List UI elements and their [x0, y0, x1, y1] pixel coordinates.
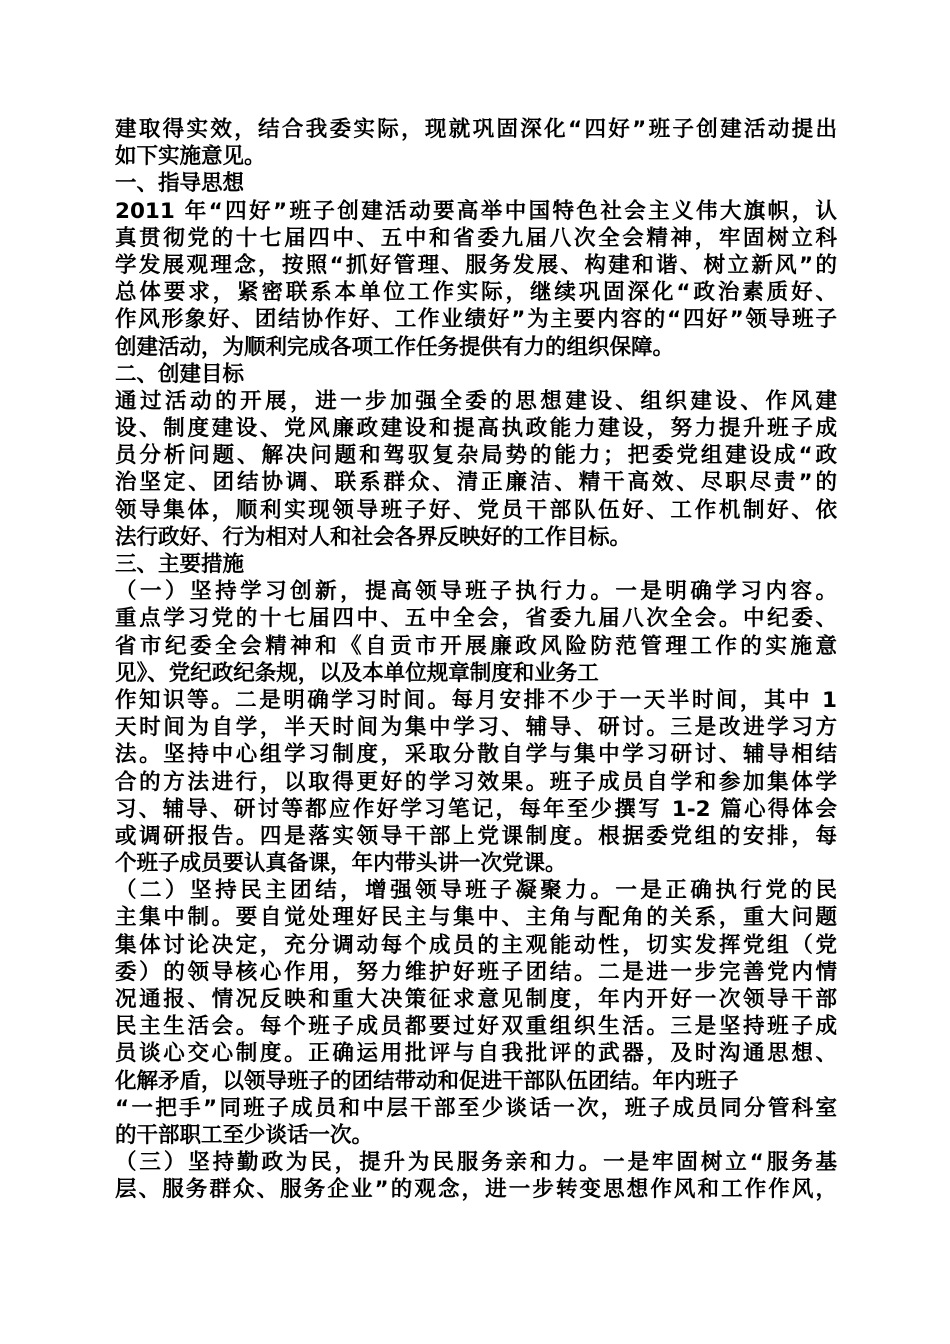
section-heading: 三、主要措施	[115, 552, 245, 577]
text-line: 委）的领导核心作用，努力维护好班子团结。二是进一步完善党内情	[115, 959, 837, 985]
text-line: 作风形象好、团结协作好、工作业绩好”为主要内容的“四好”领导班子	[115, 307, 837, 333]
text-line: 民主生活会。每个班子成员都要过好双重组织生活。三是坚持班子成	[115, 1014, 837, 1040]
text-line: 省市纪委全会精神和《自贡市开展廉政风险防范管理工作的实施意	[115, 633, 837, 659]
text-line: 治坚定、团结协调、联系群众、清正廉洁、精干高效、尽职尽责”的	[115, 470, 837, 496]
text-line: （一）坚持学习创新，提高领导班子执行力。一是明确学习内容。	[115, 579, 837, 605]
text-line: 法行政好、行为相对人和社会各界反映好的工作目标。	[115, 524, 632, 550]
text-line: 通过活动的开展，进一步加强全委的思想建设、组织建设、作风建	[115, 388, 837, 414]
text-line: 建取得实效，结合我委实际，现就巩固深化“四好”班子创建活动提出	[115, 117, 837, 142]
text-line: 的干部职工至少谈话一次。	[115, 1122, 374, 1148]
text-line: 重点学习党的十七届四中、五中全会，省委九届八次全会。中纪委、	[115, 606, 837, 632]
text-line: 员分析问题、解决问题和驾驭复杂局势的能力；把委党组建设成“政	[115, 443, 837, 469]
text-line: 学发展观理念，按照“抓好管理、服务发展、构建和谐、树立新风”的	[115, 252, 837, 278]
text-line: 设、制度建设、党风廉政建设和提高执政能力建设，努力提升班子成	[115, 416, 837, 442]
text-line: 况通报、情况反映和重大决策征求意见制度，年内开好一次领导干部	[115, 987, 837, 1012]
text-line: 员谈心交心制度。正确运用批评与自我批评的武器，及时沟通思想、	[115, 1041, 837, 1067]
document-body	[115, 116, 837, 1204]
text-line: 化解矛盾，以领导班子的团结带动和促进干部队伍团结。年内班子	[115, 1068, 739, 1094]
section-heading: 二、创建目标	[115, 361, 245, 387]
text-line: 合的方法进行，以取得更好的学习效果。班子成员自学和参加集体学	[115, 769, 837, 795]
text-line: 个班子成员要认真备课，年内带头讲一次党课。	[115, 851, 567, 877]
text-line: 2011 年“四好”班子创建活动要高举中国特色社会主义伟大旗帜，认	[115, 198, 837, 224]
text-line: 习、辅导、研讨等都应作好学习笔记，每年至少撰写 1-2 篇心得体会	[115, 796, 837, 822]
text-line: 层、服务群众、服务企业”的观念，进一步转变思想作风和工作作风，	[115, 1177, 837, 1203]
text-line: 领导集体，顺利实现领导班子好、党员干部队伍好、工作机制好、依	[115, 497, 837, 523]
text-line: 作知识等。二是明确学习时间。每月安排不少于一天半时间，其中 1	[115, 687, 837, 713]
text-line: 真贯彻党的十七届四中、五中和省委九届八次全会精神，牢固树立科	[115, 225, 837, 251]
text-line: （二）坚持民主团结，增强领导班子凝聚力。一是正确执行党的民	[115, 878, 837, 904]
text-line: 集体讨论决定，充分调动每个成员的主观能动性，切实发挥党组（党	[115, 932, 837, 958]
text-line: （三）坚持勤政为民，提升为民服务亲和力。一是牢固树立“服务基	[115, 1150, 837, 1176]
text-line: 主集中制。要自觉处理好民主与集中、主角与配角的关系，重大问题	[115, 905, 837, 931]
text-line: 或调研报告。四是落实领导干部上党课制度。根据委党组的安排，每	[115, 823, 837, 849]
section-heading: 一、指导思想	[115, 171, 245, 197]
text-line: “一把手”同班子成员和中层干部至少谈话一次，班子成员同分管科室	[115, 1095, 837, 1121]
text-line: 见》、党纪政纪条规，以及本单位规章制度和业务工	[115, 660, 599, 686]
text-line: 总体要求，紧密联系本单位工作实际，继续巩固深化“政治素质好、	[115, 280, 837, 306]
text-line: 创建活动，为顺利完成各项工作任务提供有力的组织保障。	[115, 334, 675, 360]
text-line: 如下实施意见。	[115, 144, 266, 170]
text-line: 法。坚持中心组学习制度，采取分散自学与集中学习研讨、辅导相结	[115, 742, 837, 768]
text-line: 天时间为自学，半天时间为集中学习、辅导、研讨。三是改进学习方	[115, 715, 837, 741]
